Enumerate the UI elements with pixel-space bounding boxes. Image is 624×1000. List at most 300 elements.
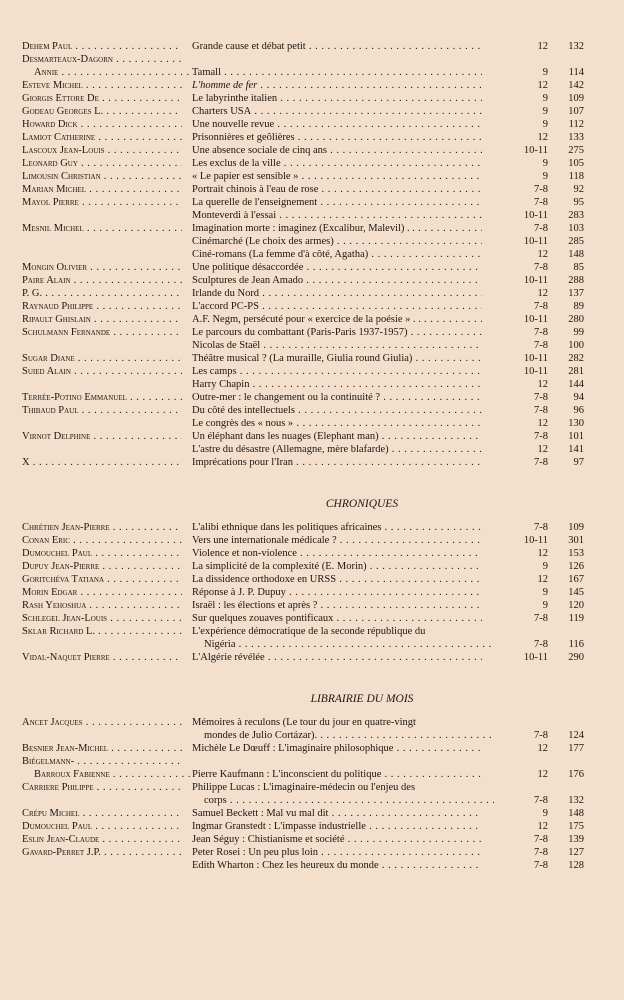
index-entry: [22, 573, 584, 586]
index-entry: [22, 209, 584, 222]
article-title: [192, 820, 482, 833]
author-name-text: Besnier Jean-Michel: [22, 743, 109, 754]
issue-number: 12: [537, 288, 548, 299]
author-name: [22, 547, 182, 560]
article-title-text: L'homme de fer: [192, 80, 258, 91]
index-entry: [22, 638, 584, 651]
author-name-text: Ancet Jacques: [22, 717, 83, 728]
author-name-text: Paire Alain: [22, 275, 71, 286]
author-name: [22, 651, 182, 664]
article-title-text: Les camps: [192, 366, 237, 377]
page-number: 124: [568, 730, 584, 741]
author-name-text: Crépu Michel: [22, 808, 80, 819]
author-name: [22, 716, 182, 729]
index-entry: [22, 391, 584, 404]
author-name-text: Mongin Olivier: [22, 262, 88, 273]
issue-number: 12: [537, 548, 548, 559]
article-title: [192, 547, 482, 560]
article-title: [192, 326, 482, 339]
issue-number: 7-8: [534, 405, 548, 416]
article-title-text: Tamall: [192, 67, 222, 78]
issue-number: 12: [537, 249, 548, 260]
author-name-text: Eslin Jean-Claude: [22, 834, 100, 845]
author-name-text: Esteve Michel: [22, 80, 83, 91]
article-title-text: Prisonnières et geôlières: [192, 132, 295, 143]
author-name: [22, 521, 182, 534]
author-name: [22, 625, 182, 638]
page-number: 177: [568, 743, 584, 754]
page-number: 176: [568, 769, 584, 780]
index-entry: [22, 456, 584, 469]
page-number: 97: [573, 457, 584, 468]
index-entry: [22, 378, 584, 391]
article-title-text: Ingmar Granstedt : L'impasse industrielle: [192, 821, 366, 832]
issue-number: 7-8: [534, 522, 548, 533]
article-title: [192, 417, 482, 430]
author-name-text: Dehem Paul: [22, 41, 73, 52]
issue-number: 9: [542, 808, 548, 819]
author-name-text: Limousin Christian: [22, 171, 101, 182]
author-name-text: Ripault Ghislain: [22, 314, 91, 325]
author-name-text: Barroux Fabienne: [34, 769, 110, 780]
author-name-text: Godeau Georges L.: [22, 106, 104, 117]
issue-number: 7-8: [534, 184, 548, 195]
article-title-text: Mémoires à reculons (Le tour du jour en quatre-vingt: [192, 717, 416, 728]
issue-number: 12: [537, 80, 548, 91]
article-title: [192, 859, 482, 872]
issue-number: 7-8: [534, 639, 548, 650]
author-name: [22, 274, 182, 287]
article-title-text: mondes de Julio Cortázar).: [204, 730, 318, 741]
index-entry: [22, 404, 584, 417]
page-number: 148: [568, 808, 584, 819]
index-entry: [22, 547, 584, 560]
author-name-text: X: [22, 457, 30, 468]
issue-number: 12: [537, 379, 548, 390]
index-entry: [22, 261, 584, 274]
page-number: 148: [568, 249, 584, 260]
author-name: [22, 222, 182, 235]
issue-number: 9: [542, 171, 548, 182]
page-number: 126: [568, 561, 584, 572]
page-number: 89: [573, 301, 584, 312]
author-name: [22, 79, 182, 92]
page-number: 301: [568, 535, 584, 546]
page-number: 290: [568, 652, 584, 663]
index-entry: [22, 794, 584, 807]
issue-number: 12: [537, 743, 548, 754]
index-entry: [22, 79, 584, 92]
index-entry: [22, 53, 562, 66]
page-number: 132: [568, 795, 584, 806]
author-name-text: Sklar Richard L.: [22, 626, 96, 637]
article-title-text: Vers une internationale médicale ?: [192, 535, 337, 546]
article-title-text: Irlande du Nord: [192, 288, 260, 299]
issue-number: 7-8: [534, 795, 548, 806]
article-title-text: Grande cause et débat petit: [192, 41, 306, 52]
page-number: 141: [568, 444, 584, 455]
article-title-text: L'astre du désastre (Allemagne, mère blafarde): [192, 444, 389, 455]
index-entry: [22, 716, 562, 729]
article-title-text: La simplicité de la complexité (E. Morin): [192, 561, 367, 572]
issue-number: 9: [542, 67, 548, 78]
article-title-text: L'accord PC-PS: [192, 301, 259, 312]
page-number: 107: [568, 106, 584, 117]
index-entry: [22, 768, 584, 781]
article-title: [192, 794, 494, 807]
article-title-text: Une politique désaccordée: [192, 262, 304, 273]
article-title-text: Le congrès des « nous »: [192, 418, 294, 429]
article-title: [192, 404, 482, 417]
issue-number: 10-11: [523, 535, 548, 546]
issue-number: 7-8: [534, 730, 548, 741]
author-name-text: Goritchéva Tatiana: [22, 574, 105, 585]
article-title: [192, 105, 482, 118]
index-entry: [22, 300, 584, 313]
author-name: [22, 352, 182, 365]
index-entry: [22, 196, 584, 209]
article-title: [192, 248, 482, 261]
author-name-text: Suied Alain: [22, 366, 71, 377]
article-title: [192, 729, 494, 742]
issue-number: 7-8: [534, 223, 548, 234]
author-name-text: Schulmann Fernande: [22, 327, 111, 338]
article-title: [192, 742, 482, 755]
index-entry: [22, 781, 562, 794]
article-title-text: La dissidence orthodoxe en URSS: [192, 574, 337, 585]
article-title-text: corps: [204, 795, 227, 806]
index-entry: [22, 729, 584, 742]
article-title: [192, 573, 482, 586]
page-number: 132: [568, 41, 584, 52]
article-title: [192, 170, 482, 183]
index-entry: [22, 586, 584, 599]
index-entry: [22, 131, 584, 144]
article-title: [192, 157, 482, 170]
article-title-text: Cinémarché (Le choix des armes): [192, 236, 334, 247]
index-entry: [22, 365, 584, 378]
page-number: 116: [568, 639, 584, 650]
page-number: 167: [568, 574, 584, 585]
article-title-text: Monteverdi à l'essai: [192, 210, 277, 221]
author-name: [22, 430, 182, 443]
article-title-text: Une absence sociale de cinq ans: [192, 145, 327, 156]
index-entry: [22, 625, 562, 638]
article-title-text: Harry Chapin: [192, 379, 250, 390]
page-number: 109: [568, 93, 584, 104]
issue-number: 7-8: [534, 457, 548, 468]
issue-number: 10-11: [523, 145, 548, 156]
article-title: [192, 313, 482, 326]
article-title: [192, 443, 482, 456]
page-number: 120: [568, 600, 584, 611]
index-entry: [22, 40, 584, 53]
article-title: [192, 365, 482, 378]
article-title: [192, 131, 482, 144]
article-title: [192, 378, 482, 391]
article-title-text: Imagination morte : imaginez (Excalibur, Malevil) . .: [192, 223, 415, 234]
article-title-text: Outre-mer : le changement ou la continuité ?: [192, 392, 381, 403]
author-name: [22, 183, 182, 196]
page-number: 109: [568, 522, 584, 533]
author-name-text: Rash Yehoshua: [22, 600, 87, 611]
article-title-text: Une nouvelle revue: [192, 119, 275, 130]
index-entry: [22, 352, 584, 365]
author-name-text: Terrée-Potino Emmanuel: [22, 392, 127, 403]
article-title: [192, 391, 482, 404]
article-title-text: Philippe Lucas : L'imaginaire-médecin ou l'enjeu des: [192, 782, 416, 793]
section-gap: [22, 482, 562, 495]
section-heading: LIBRAIRIE DU MOIS: [310, 693, 414, 705]
index-entry: [22, 339, 584, 352]
article-title-text: L'Algérie révélée: [192, 652, 265, 663]
issue-number: 7-8: [534, 392, 548, 403]
article-title-text: Le parcours du combattant (Paris-Paris 1937-1957): [192, 327, 408, 338]
article-title: [192, 638, 494, 651]
author-name-text: Dumouchel Paul: [22, 548, 93, 559]
issue-number: 9: [542, 106, 548, 117]
index-entry: [22, 534, 584, 547]
issue-number: 7-8: [534, 340, 548, 351]
page-number: 92: [573, 184, 584, 195]
article-title-text: Réponse à J. P. Dupuy: [192, 587, 286, 598]
author-name-text: Leonard Guy: [22, 158, 78, 169]
index-entry: [22, 287, 584, 300]
author-name: [22, 768, 194, 781]
index-entry: [22, 235, 584, 248]
author-name-text: Dumouchel Paul: [22, 821, 93, 832]
index-entry: [22, 820, 584, 833]
issue-number: 10-11: [523, 652, 548, 663]
author-name: [22, 391, 182, 404]
issue-number: 10-11: [523, 210, 548, 221]
section-gap: [22, 513, 562, 521]
page-number: 153: [568, 548, 584, 559]
page-number: 130: [568, 418, 584, 429]
article-title-text: Le labyrinthe italien: [192, 93, 278, 104]
index-entry: [22, 118, 584, 131]
article-title: [192, 599, 482, 612]
author-name-text: Dupuy Jean-Pierre: [22, 561, 100, 572]
page-number: 282: [568, 353, 584, 364]
issue-number: 12: [537, 821, 548, 832]
article-title-text: L'alibi ethnique dans les politiques africaines: [192, 522, 382, 533]
index-entry: [22, 742, 584, 755]
author-name: [22, 131, 182, 144]
index-entry: [22, 859, 584, 872]
article-title: [192, 716, 482, 729]
page-number: 95: [573, 197, 584, 208]
author-name-text: Thibaud Paul: [22, 405, 79, 416]
page-number: 118: [568, 171, 584, 182]
author-name: [22, 612, 182, 625]
page-number: 142: [568, 80, 584, 91]
index-entry: [22, 183, 584, 196]
author-name: [22, 781, 182, 794]
issue-number: 7-8: [534, 327, 548, 338]
author-name-text: Mayol Pierre: [22, 197, 79, 208]
article-title-text: Sur quelques zouaves pontificaux: [192, 613, 334, 624]
article-title: [192, 92, 482, 105]
article-title: [192, 625, 482, 638]
article-title-text: Israël : les élections et après ?: [192, 600, 318, 611]
article-title-text: Ciné-romans (La femme d'à côté, Agatha): [192, 249, 369, 260]
article-title: [192, 144, 482, 157]
article-title: [192, 196, 482, 209]
issue-number: 7-8: [534, 197, 548, 208]
page-number: 275: [568, 145, 584, 156]
author-name: [22, 456, 182, 469]
issue-number: 12: [537, 769, 548, 780]
author-name-text: Virnot Delphine: [22, 431, 91, 442]
article-title-text: « Le papier est sensible »: [192, 171, 299, 182]
index-entry: [22, 612, 584, 625]
page-number: 288: [568, 275, 584, 286]
article-title-text: Imprécations pour l'Iran: [192, 457, 294, 468]
page-number: 137: [568, 288, 584, 299]
issue-number: 10-11: [523, 314, 548, 325]
issue-number: 9: [542, 158, 548, 169]
issue-number: 10-11: [523, 236, 548, 247]
index-entry: [22, 846, 584, 859]
article-title-text: La querelle de l'enseignement: [192, 197, 318, 208]
index-entry: [22, 599, 584, 612]
index-entry: [22, 326, 584, 339]
section-heading: CHRONIQUES: [325, 498, 399, 510]
author-name: [22, 599, 182, 612]
author-name: [22, 326, 182, 339]
index-entry: [22, 222, 584, 235]
article-title: [192, 352, 482, 365]
author-name-text: Sugar Diane: [22, 353, 75, 364]
author-name: [22, 261, 182, 274]
page-number: 101: [568, 431, 584, 442]
author-name: [22, 66, 194, 79]
author-name-text: Gavard-Perret J.P.: [22, 847, 101, 858]
article-title: [192, 612, 482, 625]
page-number: 128: [568, 860, 584, 871]
author-name: [22, 170, 182, 183]
index-entry: [22, 170, 584, 183]
issue-number: 9: [542, 119, 548, 130]
article-title-text: Nigéria: [204, 639, 236, 650]
article-title: [192, 456, 482, 469]
page-number: 94: [573, 392, 584, 403]
author-name: [22, 287, 182, 300]
article-title-text: Pierre Kaufmann : L'inconscient du politique: [192, 769, 382, 780]
author-name: [22, 144, 182, 157]
author-name: [22, 820, 182, 833]
index-entry: [22, 807, 584, 820]
article-title: [192, 339, 482, 352]
author-name-text: Conan Eric: [22, 535, 70, 546]
article-title: [192, 534, 482, 547]
author-name-text: Raynaud Philippe: [22, 301, 94, 312]
author-name: [22, 755, 182, 768]
article-title-text: Michèle Le Dœuff : L'imaginaire philosophique: [192, 743, 394, 754]
author-name-text: Giorgis Ettore De: [22, 93, 99, 104]
article-title: [192, 261, 482, 274]
article-title-text: Peter Rosei : Un peu plus loin: [192, 847, 318, 858]
article-title: [192, 846, 482, 859]
author-name-text: Marian Michel: [22, 184, 87, 195]
page-number: 175: [568, 821, 584, 832]
article-title: [192, 118, 482, 131]
author-name-text: Lamiot Catherine: [22, 132, 96, 143]
page-number: 145: [568, 587, 584, 598]
author-name: [22, 742, 182, 755]
author-name: [22, 560, 182, 573]
article-title-text: Charters USA: [192, 106, 252, 117]
author-name: [22, 92, 182, 105]
article-title-text: Les exclus de la ville: [192, 158, 281, 169]
issue-number: 7-8: [534, 301, 548, 312]
article-title-text: Edith Wharton : Chez les heureux du monde: [192, 860, 379, 871]
issue-number: 12: [537, 444, 548, 455]
article-title-text: Samuel Beckett : Mal vu mal dit: [192, 808, 329, 819]
author-name-text: Lascoux Jean-Louis: [22, 145, 105, 156]
article-title-text: A.F. Negm, persécuté pour « exercice de la poésie » . .: [192, 314, 421, 325]
issue-number: 7-8: [534, 860, 548, 871]
index-entry: [22, 755, 562, 768]
page-number: 119: [568, 613, 584, 624]
author-name-text: Mesnil Michel: [22, 223, 84, 234]
article-title-text: Nicolas de Staël: [192, 340, 261, 351]
author-name-text: Annie: [34, 67, 59, 78]
author-name-text: Biégelmann-: [22, 756, 75, 767]
index-entry: [22, 417, 584, 430]
index-entry: [22, 66, 584, 79]
author-name-text: Vidal-Naquet Pierre: [22, 652, 110, 663]
issue-number: 7-8: [534, 834, 548, 845]
issue-number: 7-8: [534, 262, 548, 273]
issue-number: 9: [542, 561, 548, 572]
issue-number: 10-11: [523, 353, 548, 364]
index-entry: [22, 157, 584, 170]
author-name: [22, 40, 182, 53]
issue-number: 12: [537, 574, 548, 585]
author-name-text: Carriere Philippe: [22, 782, 94, 793]
article-title-text: Violence et non-violence: [192, 548, 297, 559]
issue-number: 12: [537, 132, 548, 143]
article-title-text: L'expérience démocratique de la seconde république du: [192, 626, 426, 637]
issue-number: 9: [542, 93, 548, 104]
index-entry: [22, 833, 584, 846]
section-gap: [22, 708, 562, 716]
issue-number: 10-11: [523, 275, 548, 286]
article-title: [192, 833, 482, 846]
author-name: [22, 118, 182, 131]
article-title: [192, 79, 482, 92]
page-number: 281: [568, 366, 584, 377]
page-number: 139: [568, 834, 584, 845]
author-name-text: Schlegel Jean-Louis: [22, 613, 108, 624]
article-title: [192, 781, 482, 794]
author-name-text: P. G.: [22, 288, 43, 299]
article-title-text: Du côté des intellectuels: [192, 405, 295, 416]
article-title-text: Théâtre musical ? (La muraille, Giulia round Giulia): [192, 353, 413, 364]
page-number: 144: [568, 379, 584, 390]
article-title: [192, 235, 482, 248]
page-number: 280: [568, 314, 584, 325]
article-title: [192, 66, 482, 79]
author-name: [22, 365, 182, 378]
index-entry: [22, 651, 584, 664]
article-title-text: Un éléphant dans les nuages (Elephant man): [192, 431, 379, 442]
issue-number: 9: [542, 587, 548, 598]
article-title: [192, 274, 482, 287]
page-number: 100: [568, 340, 584, 351]
